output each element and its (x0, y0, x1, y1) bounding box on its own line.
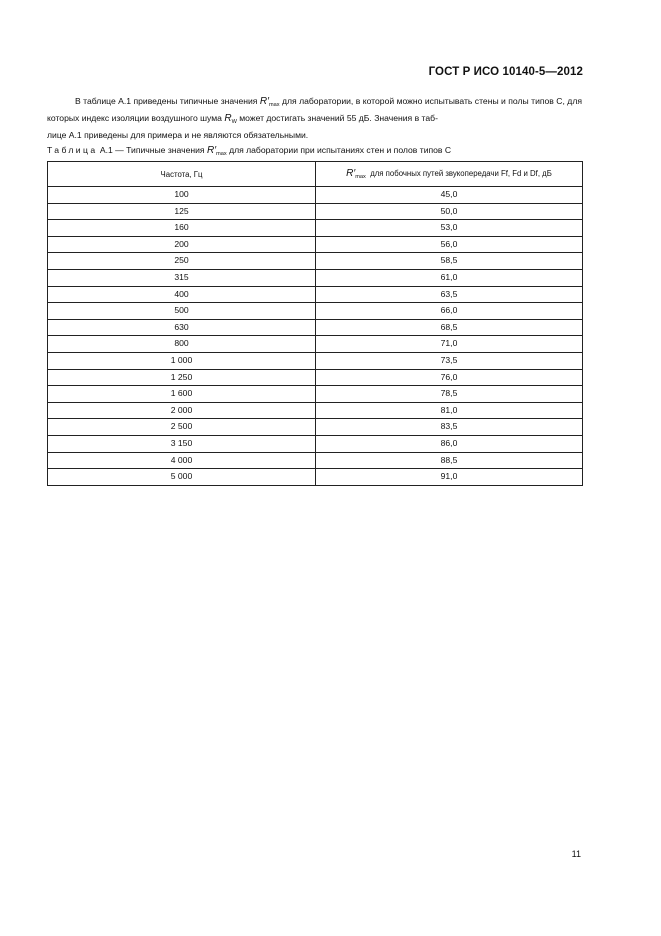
frequency-cell: 2 000 (48, 402, 316, 419)
table-row (48, 452, 583, 469)
frequency-cell: 1 250 (48, 369, 316, 386)
frequency-cell: 125 (48, 203, 316, 220)
caption-symbol (207, 145, 227, 156)
value-column-header (316, 162, 583, 187)
caption-suffix: для лаборатории при испытаниях стен и полов типов С (229, 145, 452, 155)
table-row (48, 253, 583, 270)
value-cell: 56,0 (316, 236, 583, 253)
caption-symbol-subscript: max (216, 151, 227, 157)
table-body (48, 187, 583, 486)
value-cell: 53,0 (316, 220, 583, 237)
frequency-cell: 1 600 (48, 386, 316, 403)
frequency-cell: 1 000 (48, 352, 316, 369)
rw-base: R (224, 113, 232, 124)
value-cell: 88,5 (316, 452, 583, 469)
caption-prefix: Таблица (47, 145, 98, 155)
value-cell: 50,0 (316, 203, 583, 220)
intro-part-4: лице А.1 приведены для примера и не являются обязательными. (47, 130, 309, 140)
table-head (48, 162, 583, 187)
table-header-row (48, 162, 583, 187)
frequency-cell: 160 (48, 220, 316, 237)
frequency-cell: 800 (48, 336, 316, 353)
header-symbol (346, 168, 366, 179)
table-row (48, 402, 583, 419)
value-cell: 91,0 (316, 469, 583, 486)
frequency-cell: 2 500 (48, 419, 316, 436)
table-row (48, 369, 583, 386)
frequency-cell: 250 (48, 253, 316, 270)
rw-subscript: W (231, 119, 237, 125)
value-cell: 73,5 (316, 352, 583, 369)
table-row (48, 469, 583, 486)
intro-part-2: для лаборатории, в которой можно испытывать стены и полы типов С, для которых индекс изоляции воздушного шума (47, 96, 582, 123)
value-cell: 58,5 (316, 253, 583, 270)
caption-symbol-base: R′ (206, 145, 217, 156)
intro-part-1: В таблице А.1 приведены типичные значения (75, 96, 258, 106)
table-row (48, 352, 583, 369)
standard-header-title: ГОСТ Р ИСО 10140-5—2012 (428, 66, 583, 78)
value-cell: 71,0 (316, 336, 583, 353)
value-cell: 81,0 (316, 402, 583, 419)
table-row (48, 220, 583, 237)
table-row (48, 303, 583, 320)
frequency-cell: 4 000 (48, 452, 316, 469)
value-cell: 66,0 (316, 303, 583, 320)
caption-number: А.1 — Типичные значения (99, 145, 205, 155)
intro-text (47, 95, 582, 142)
value-cell: 78,5 (316, 386, 583, 403)
frequency-column-header: Частота, Гц (48, 162, 316, 187)
page-number: 11 (571, 849, 581, 859)
symbol-subscript: max (268, 102, 280, 108)
table-row (48, 419, 583, 436)
frequency-cell: 400 (48, 286, 316, 303)
table-row (48, 435, 583, 452)
header-symbol-subscript: max (355, 174, 366, 180)
header-symbol-base: R′ (346, 168, 356, 179)
frequency-table (47, 161, 583, 486)
table-row (48, 286, 583, 303)
table-row (48, 269, 583, 286)
table-row (48, 386, 583, 403)
table-row (48, 336, 583, 353)
frequency-cell: 5 000 (48, 469, 316, 486)
table-row (48, 203, 583, 220)
value-cell: 86,0 (316, 435, 583, 452)
frequency-cell: 315 (48, 269, 316, 286)
frequency-cell: 500 (48, 303, 316, 320)
value-cell: 76,0 (316, 369, 583, 386)
table-row (48, 319, 583, 336)
frequency-cell: 3 150 (48, 435, 316, 452)
r-prime-max-symbol (260, 96, 280, 107)
frequency-cell: 200 (48, 236, 316, 253)
value-cell: 63,5 (316, 286, 583, 303)
rw-symbol (224, 113, 237, 124)
frequency-cell: 630 (48, 319, 316, 336)
value-cell: 83,5 (316, 419, 583, 436)
intro-part-3: может достигать значений 55 дБ. Значения в таб- (239, 113, 438, 123)
table-row (48, 236, 583, 253)
intro-paragraph (47, 95, 582, 142)
value-cell: 68,5 (316, 319, 583, 336)
table-row (48, 187, 583, 204)
symbol-base: R′ (259, 96, 269, 107)
table-caption (47, 145, 451, 157)
frequency-cell: 100 (48, 187, 316, 204)
value-cell: 45,0 (316, 187, 583, 204)
value-cell: 61,0 (316, 269, 583, 286)
value-column-header-text: для побочных путей звукопередачи Ff, Fd и Df, дБ (370, 169, 552, 178)
